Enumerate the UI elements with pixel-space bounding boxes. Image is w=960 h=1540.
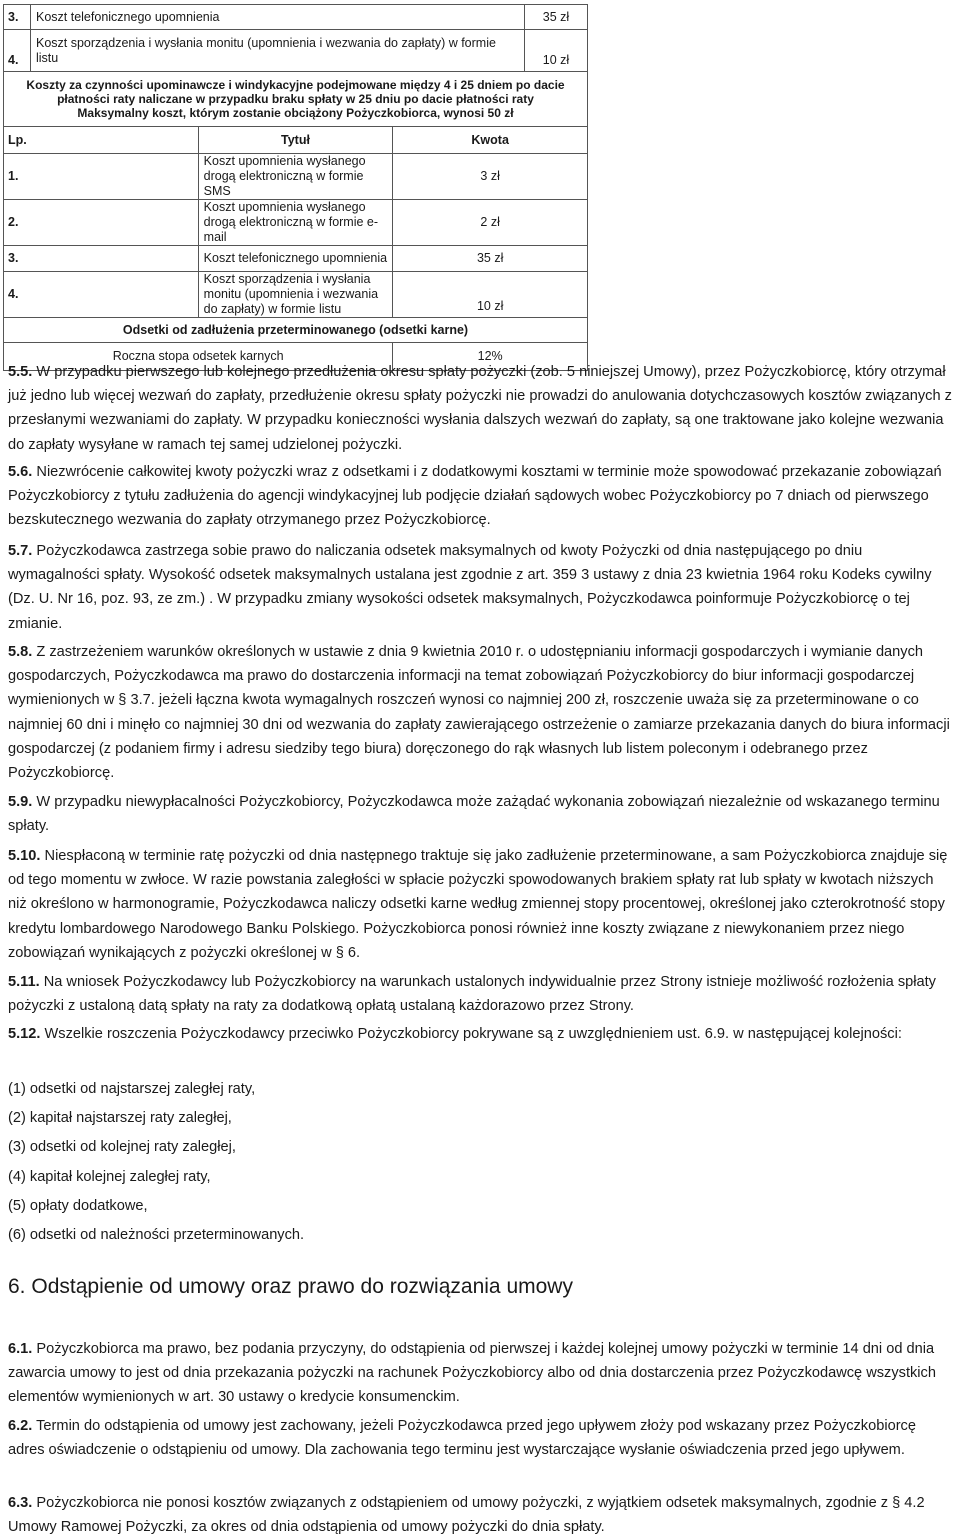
list-item: (5) opłaty dodatkowe, (8, 1197, 148, 1214)
paragraph-text: Pożyczkobiorca nie ponosi kosztów związanych z odstąpieniem od umowy pożyczki, z wyjątkiem odsetek maksymalnych, zgodnie z § 4.2 Umowy Ramowej Pożyczki, za okres od dnia odstąpienia od umowy pożyczki do dnia spłaty. (8, 1495, 925, 1536)
paragraph-number: 5.6. (8, 464, 33, 480)
table-row (4, 5, 588, 30)
interest-title-row (4, 318, 588, 343)
list-item: (6) odsetki od należności przeterminowanych. (8, 1227, 305, 1244)
table-caption (4, 72, 588, 127)
row-title: Koszt upomnienia wysłanego drogą elektroniczną w formie SMS (198, 154, 393, 200)
paragraph-5-11 (8, 970, 955, 1018)
paragraph-5-6 (8, 460, 955, 533)
paragraph-5-7 (8, 539, 955, 636)
header-lp: Lp. (4, 127, 199, 154)
paragraph-5-9 (8, 790, 955, 838)
paragraph-number: 5.8. (8, 644, 33, 660)
row-amount: 35 zł (393, 246, 588, 272)
header-amount: Kwota (393, 127, 588, 154)
table-row (4, 246, 588, 272)
paragraph-text: Pożyczkobiorca ma prawo, bez podania przyczyny, do odstąpienia od pierwszej i każdej kolejnej umowy pożyczki w terminie 14 dni od dnia zawarcia umowy to jest od dnia przekazania pożyczki na rachunek Pożyczkobiorcy albo od dnia dostarczenia przez Pożyczkodawcę wszystkich elementów wymienionych w art. 30 ustawy o kredycie konsumenckim. (8, 1341, 936, 1406)
paragraph-number: 5.5. (8, 364, 33, 380)
interest-title: Odsetki od zadłużenia przeterminowanego (odsetki karne) (4, 318, 588, 343)
list-item: (4) kapitał kolejnej zaległej raty, (8, 1168, 211, 1185)
caption-line: płatności raty naliczane w przypadku braku spłaty w 25 dniu po dacie płatności raty (57, 92, 534, 106)
table-row (4, 30, 588, 72)
header-title: Tytuł (198, 127, 393, 154)
paragraph-text: Z zastrzeżeniem warunków określonych w ustawie z dnia 9 kwietnia 2010 r. o udostępnianiu informacji gospodarczych i wymianie danych gospodarczych, Pożyczkodawca ma prawo do dostarczenia informacji na temat zobowiązań Pożyczkobiorcy do biur informacji gospodarczej wymienionych w § 3.7. jeżeli łączna kwota wymagalnych roszczeń wynosi co najmniej 200 zł, roszczenie uważa się za przeterminowane o co najmniej 60 dni i minęło co najmniej 30 dni od wezwania do zapłaty zawierającego ostrzeżenie o zamiarze przekazania danych do biura informacji gospodarczej (z podaniem firmy i adresu siedziby tego biura) doręczonego do rąk własnych lub listem poleconym i odebranego przez Pożyczkobiorcę. (8, 644, 950, 782)
paragraph-text: Termin do odstąpienia od umowy jest zachowany, jeżeli Pożyczkodawca przed jego upływem złoży pod wskazany przez Pożyczkobiorcę adres oświadczenie o odstąpieniu od umowy. Dla zachowania tego terminu jest wystarczające wysłanie oświadczenia przed jego upływem. (8, 1418, 916, 1459)
paragraph-6-1 (8, 1337, 955, 1410)
paragraph-number: 5.7. (8, 543, 33, 559)
row-number: 3. (4, 246, 199, 272)
table-row (4, 272, 588, 318)
section-heading (8, 1272, 573, 1302)
paragraph-number: 6.3. (8, 1495, 33, 1511)
row-number: 4. (4, 30, 31, 72)
paragraph-6-2 (8, 1414, 955, 1462)
row-number: 4. (4, 272, 199, 318)
paragraph-5-12 (8, 1022, 955, 1046)
paragraph-text: Pożyczkodawca zastrzega sobie prawo do naliczania odsetek maksymalnych od kwoty Pożyczki od dnia następującego po dniu wymagalności spłaty. Wysokość odsetek maksymalnych ustalana jest zgodnie z art. 359 3 ustawy z dnia 23 kwietnia 1964 roku Kodeks cywilny (Dz. U. Nr 16, poz. 93, ze zm.) . W przypadku zmiany wysokości odsetek maksymalnych, Pożyczkodawca poinformuje Pożyczkobiorcę o tej zmianie. (8, 543, 932, 632)
paragraph-text: W przypadku pierwszego lub kolejnego przedłużenia okresu spłaty pożyczki (zob. 5 niniejszej Umowy), przez Pożyczkobiorcę, który otrzymał już jedno lub więcej wezwań do zapłaty, przedłużenie okresu spłaty pożyczki nie prowadzi do anulowania dotychczasowych kosztów związanych z przesłanymi wezwaniami do zapłaty. W przypadku konieczności wysłania dalszych wezwań do zapłaty, są one traktowane jako kolejne wezwania do zapłaty wysyłane w ramach tej samej udzielonej pożyczki. (8, 364, 952, 453)
paragraph-5-10 (8, 844, 955, 965)
caption-line: Maksymalny koszt, którym zostanie obciążony Pożyczkobiorca, wynosi 50 zł (77, 106, 514, 120)
row-title: Koszt sporządzenia i wysłania monitu (upomnienia i wezwania do zapłaty) w formie listu (31, 30, 525, 72)
row-number: 3. (4, 5, 31, 30)
section-title: Odstąpienie od umowy oraz prawo do rozwiązania umowy (31, 1275, 573, 1298)
row-amount: 3 zł (393, 154, 588, 200)
row-amount: 2 zł (393, 200, 588, 246)
row-title: Koszt telefonicznego upomnienia (198, 246, 393, 272)
row-amount: 35 zł (525, 5, 588, 30)
paragraph-text: Na wniosek Pożyczkodawcy lub Pożyczkobiorcy na warunkach ustalonych indywidualnie przez Strony istnieje możliwość rozłożenia spłaty pożyczki z ustaloną datą spłaty na raty za dodatkową opłatą ustalaną każdorazowo przez Strony. (8, 974, 936, 1015)
row-amount: 10 zł (393, 272, 588, 318)
paragraph-number: 6.2. (8, 1418, 33, 1434)
claims-order-list (8, 1075, 955, 1250)
section-number: 6. (8, 1275, 26, 1298)
paragraph-5-8 (8, 640, 955, 785)
row-number: 1. (4, 154, 199, 200)
paragraph-number: 5.9. (8, 794, 33, 810)
paragraph-number: 5.11. (8, 974, 40, 990)
table-caption-row (4, 72, 588, 127)
table-row (4, 200, 588, 246)
fees-table (3, 71, 588, 371)
paragraph-text: Niespłaconą w terminie ratę pożyczki od dnia następnego traktuje się jako zadłużenie przeterminowane, a sam Pożyczkobiorca znajduje się od tego momentu w zwłoce. W razie powstania zaległości w spłacie pożyczki spowodowanych brakiem spłaty rat lub spłaty w kwotach niższych niż określono w harmonogramie, Pożyczkodawca naliczy odsetki karne według zmiennej stopy procentowej, określonej jako czterokrotność stopy kredytu lombardowego Narodowego Banku Polskiego. Pożyczkobiorca ponosi również inne koszty związane z niewykonaniem przez niego zobowiązań wynikających z pożyczki określonej w § 6. (8, 848, 948, 961)
row-number: 2. (4, 200, 199, 246)
table-header-row (4, 127, 588, 154)
paragraph-text: Niezwrócenie całkowitej kwoty pożyczki wraz z odsetkami i z dodatkowymi kosztami w terminie może spowodować przekazanie zobowiązań Pożyczkobiorcy z tytułu zadłużenia do agencji windykacyjnej lub podjęcie działań sądowych wobec Pożyczkobiorcy po 7 dniach od pierwszego bezskutecznego wezwania do zapłaty otrzymanego przez Pożyczkobiorcę. (8, 464, 942, 529)
paragraph-text: W przypadku niewypłacalności Pożyczkobiorcy, Pożyczkodawca może zażądać wykonania zobowiązań niezależnie od wskazanego terminu spłaty. (8, 794, 940, 835)
table-row (4, 154, 588, 200)
interest-value: 12% (393, 343, 588, 371)
paragraph-text: Wszelkie roszczenia Pożyczkodawcy przeciwko Pożyczkobiorcy pokrywane są z uwzględnieniem ust. 6.9. w następującej kolejności: (40, 1026, 902, 1042)
fees-table-continued (3, 4, 588, 72)
list-item: (2) kapitał najstarszej raty zaległej, (8, 1110, 232, 1127)
interest-label: Roczna stopa odsetek karnych (4, 343, 393, 371)
list-item: (3) odsetki od kolejnej raty zaległej, (8, 1139, 236, 1156)
row-amount: 10 zł (525, 30, 588, 72)
row-title: Koszt upomnienia wysłanego drogą elektroniczną w formie e-mail (198, 200, 393, 246)
row-title: Koszt sporządzenia i wysłania monitu (upomnienia i wezwania do zapłaty) w formie listu (198, 272, 393, 318)
list-item: (1) odsetki od najstarszej zaległej raty, (8, 1081, 256, 1097)
paragraph-5-5 (8, 360, 955, 457)
paragraph-number: 5.12. (8, 1026, 41, 1042)
row-title: Koszt telefonicznego upomnienia (31, 5, 525, 30)
paragraph-6-3 (8, 1491, 955, 1539)
paragraph-number: 5.10. (8, 848, 41, 864)
paragraph-number: 6.1. (8, 1341, 33, 1357)
caption-line: Koszty za czynności upominawcze i windykacyjne podejmowane między 4 i 25 dniem po dacie (26, 78, 565, 92)
